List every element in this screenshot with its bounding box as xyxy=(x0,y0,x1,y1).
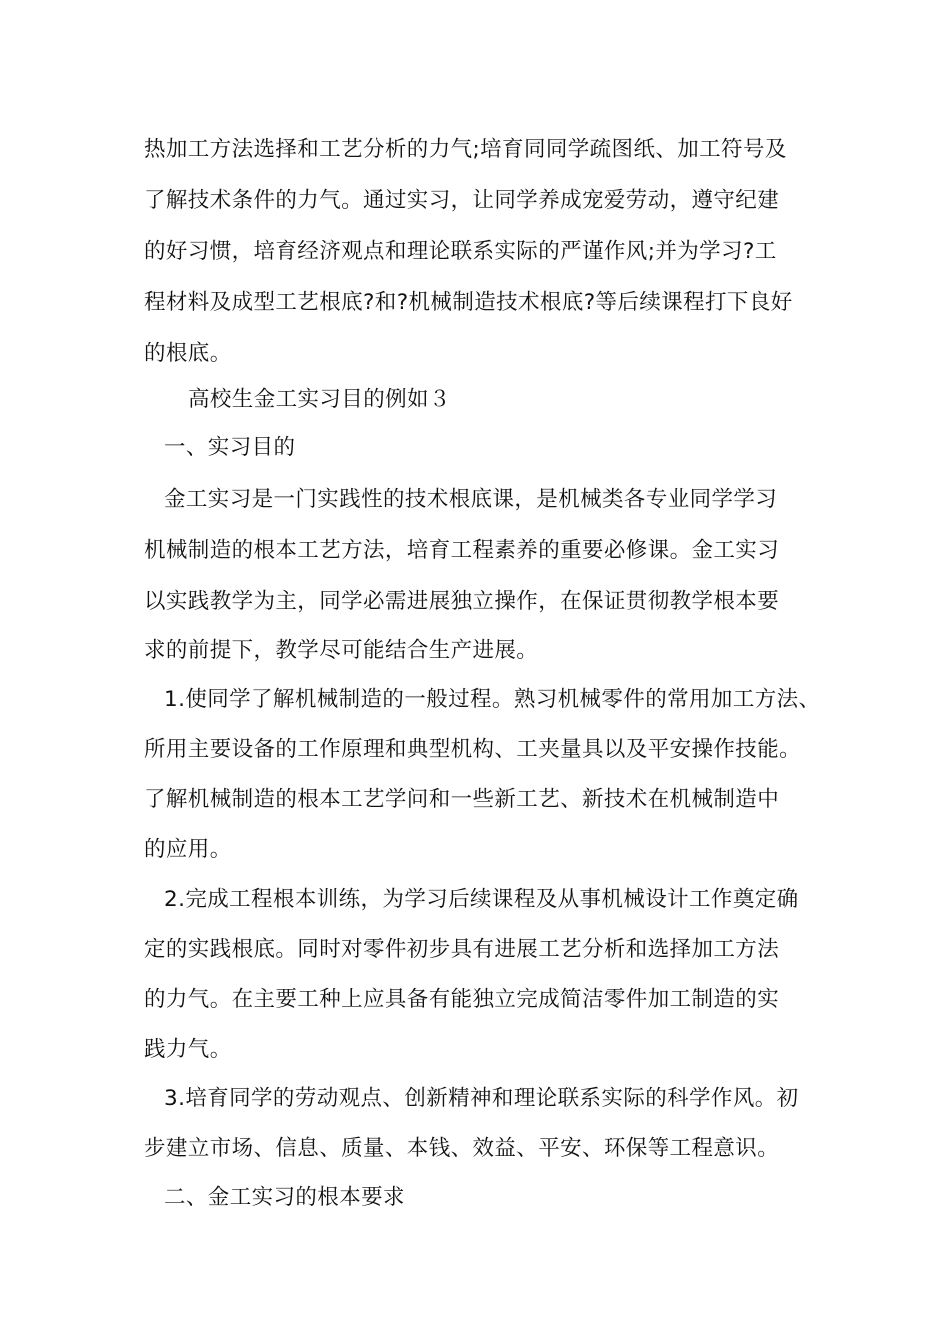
text-line: 的好习惯，培育经济观点和理论联系实际的严谨作风;并为学习?工 xyxy=(144,239,777,264)
text-line: 金工实习是一门实践性的技术根底课，是机械类各专业同学学习 xyxy=(164,487,778,512)
text-line: 的应用。 xyxy=(144,837,232,862)
list-item: 1.使同学了解机械制造的一般过程。熟习机械零件的常用加工方法、 xyxy=(164,687,821,712)
section-heading: 高校生金工实习目的例如３ xyxy=(188,387,451,412)
text-line: 程材料及成型工艺根底?和?机械制造技术根底?等后续课程打下良好 xyxy=(144,290,793,315)
text-line: 所用主要设备的工作原理和典型机构、工夹量具以及平安操作技能。 xyxy=(144,737,802,762)
text-line: 的根底。 xyxy=(144,341,232,366)
text-line: 了解技术条件的力气。通过实习，让同学养成宠爱劳动，遵守纪建 xyxy=(144,188,780,213)
text-line: 机械制造的根本工艺方法，培育工程素养的重要必修课。金工实习 xyxy=(144,538,780,563)
text-line: 步建立市场、信息、质量、本钱、效益、平安、环保等工程意识。 xyxy=(144,1136,780,1161)
text-line: 了解机械制造的根本工艺学问和一些新工艺、新技术在机械制造中 xyxy=(144,787,780,812)
text-line: 践力气。 xyxy=(144,1037,232,1062)
text-line: 定的实践根底。同时对零件初步具有进展工艺分析和选择加工方法 xyxy=(144,937,780,962)
text-line: 以实践教学为主，同学必需进展独立操作，在保证贯彻教学根本要 xyxy=(144,589,780,614)
list-item: 2.完成工程根本训练，为学习后续课程及从事机械设计工作奠定确 xyxy=(164,887,799,912)
text-line: 求的前提下，教学尽可能结合生产进展。 xyxy=(144,638,539,663)
subsection-heading: 二、金工实习的根本要求 xyxy=(164,1185,405,1210)
text-line: 的力气。在主要工种上应具备有能独立完成简洁零件加工制造的实 xyxy=(144,987,780,1012)
subsection-heading: 一、实习目的 xyxy=(164,435,296,460)
list-item: 3.培育同学的劳动观点、创新精神和理论联系实际的科学作风。初 xyxy=(164,1086,799,1111)
text-line: 热加工方法选择和工艺分析的力气;培育同同学疏图纸、加工符号及 xyxy=(144,137,787,162)
